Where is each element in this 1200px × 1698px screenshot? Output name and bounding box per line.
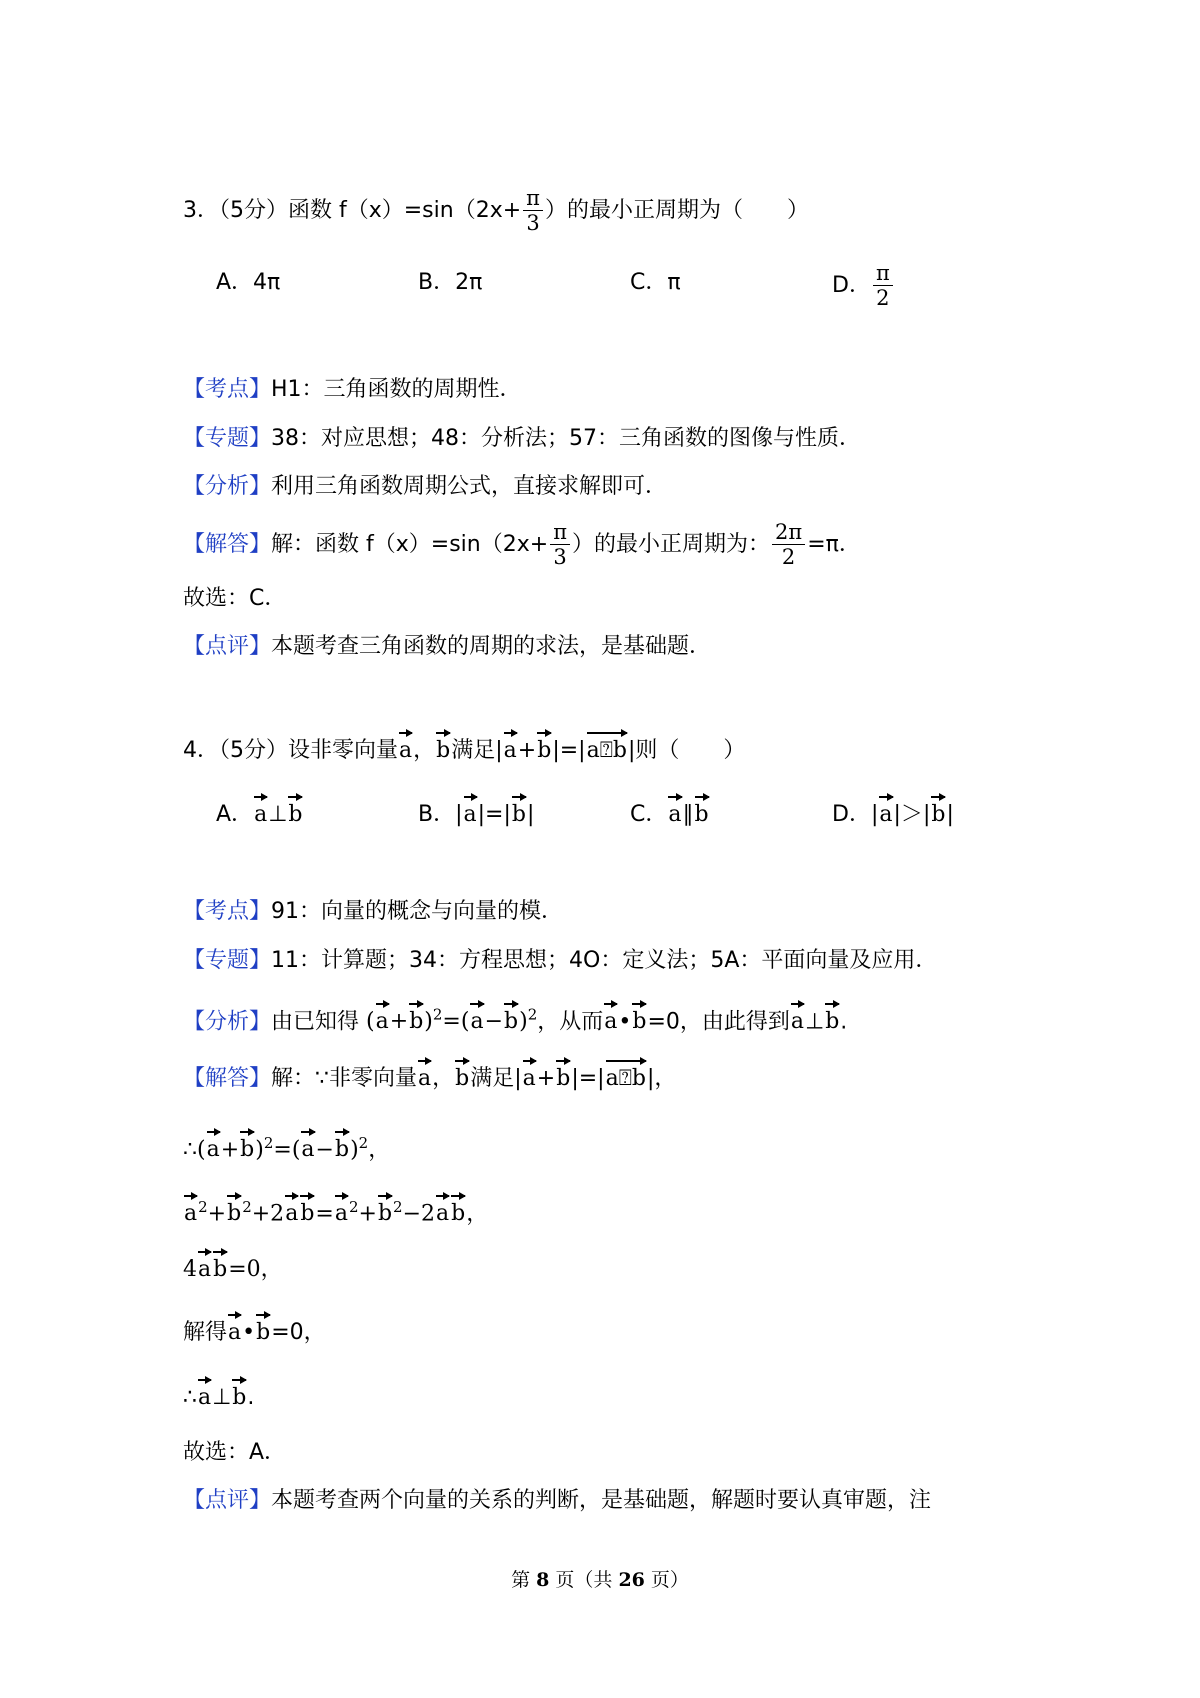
- q3-dianping: 【点评】本题考查三角函数的周期的求法，是基础题．: [183, 634, 712, 659]
- q4-option-d: D．|a|＞|b|: [832, 800, 954, 830]
- vector-b: b: [511, 800, 527, 830]
- kaodian-tag: 【考点】: [183, 899, 272, 924]
- q4-zhuanti: 【专题】11：计算题；34：方程思想；4O：定义法；5A：平面向量及应用．: [183, 948, 938, 973]
- vector-b: b: [536, 736, 552, 766]
- jieda-tag: 【解答】: [183, 1066, 272, 1091]
- q3-zhuanti: 【专题】38：对应思想；48：分析法；57：三角函数的图像与性质．: [183, 426, 861, 451]
- vector-a: a: [253, 800, 268, 830]
- vector-b: b: [930, 800, 946, 830]
- page-footer: 第 8 页（共 26 页）: [511, 1569, 689, 1591]
- vector-a: a: [878, 800, 893, 830]
- q3-kaodian: 【考点】H1：三角函数的周期性．: [183, 377, 522, 402]
- vector-a: a: [463, 800, 478, 830]
- fenxi-tag: 【分析】: [183, 1009, 272, 1035]
- q3-option-b: B．2π: [418, 270, 483, 295]
- vector-b: b: [435, 736, 451, 766]
- q4-option-a: A．a⊥b: [216, 800, 303, 830]
- q3-jieda: 【解答】解：函数 f（x）=sin（2x+ $\frac{\pi}{3}$ ）的最小正周期为： $\frac{2\pi}{2}$ =π．: [183, 520, 861, 569]
- vector-ab-garbled: a⍰b: [586, 736, 628, 766]
- q4-step-3: 4ab=0，: [183, 1255, 283, 1285]
- q4-step-2: $a^2+b^2+2ab=a^2+b^2-2ab$，: [183, 1192, 488, 1229]
- q4-jieda: 【解答】解：∵非零向量a，b满足|a+b|=|a⍰b|，: [183, 1064, 676, 1094]
- page-number: 8: [536, 1569, 550, 1591]
- dianping-tag: 【点评】: [183, 634, 272, 659]
- q3-option-d: D． $\frac{\pi}{2}$: [832, 263, 895, 309]
- vector-a: a: [503, 736, 518, 766]
- q4-answer: 故选：A．: [183, 1440, 287, 1465]
- two-pi-over-2-fraction: $\frac{2\pi}{2}$: [772, 522, 805, 568]
- q4-fenxi: 【分析】由已知得 $(a+b)^2=(a-b)^2$，从而a•b=0，由此得到a⊥b.: [183, 1000, 847, 1037]
- q4-option-b: B．|a|=|b|: [418, 800, 534, 830]
- total-pages: 26: [618, 1569, 645, 1591]
- equation-sum-sq-eq-diff-sq: $(a+b)^2=(a-b)^2$: [366, 1009, 537, 1034]
- vector-b: b: [694, 800, 710, 830]
- q4-step-1: $\therefore(a+b)^2=(a-b)^2$，: [183, 1128, 390, 1165]
- q3-stem-text-end: ）的最小正周期为（ ）: [544, 198, 809, 223]
- jieda-tag: 【解答】: [183, 532, 272, 557]
- q3-answer: 故选：C．: [183, 586, 287, 611]
- q3-stem-text: 3．（5分）函数 f（x）=sin（2x+: [183, 198, 522, 223]
- q4-option-c: C．a∥b: [630, 800, 710, 830]
- zhuanti-tag: 【专题】: [183, 426, 272, 451]
- fenxi-tag: 【分析】: [183, 474, 272, 499]
- pi-over-3-fraction: $\frac{\pi}{3}$: [550, 522, 570, 568]
- vector-a: a: [667, 800, 682, 830]
- pi-over-3-fraction: $\frac{\pi}{3}$: [523, 188, 543, 234]
- vector-b: b: [287, 800, 303, 830]
- q3-fenxi: 【分析】利用三角函数周期公式，直接求解即可．: [183, 474, 668, 499]
- q4-stem: 4．（5分）设非零向量a，b满足|a+b|=|a⍰b|则（ ）: [183, 736, 745, 766]
- q4-kaodian: 【考点】91：向量的概念与向量的模．: [183, 899, 564, 924]
- q4-step-4: 解得a•b=0，: [183, 1318, 326, 1348]
- vector-a: a: [398, 736, 413, 766]
- q4-dianping: 【点评】本题考查两个向量的关系的判断，是基础题，解题时要认真审题，注: [183, 1488, 932, 1513]
- kaodian-tag: 【考点】: [183, 377, 272, 402]
- pi-over-2-fraction: $\frac{\pi}{2}$: [873, 263, 893, 309]
- q4-step-5: ∴a⊥b.: [183, 1383, 254, 1413]
- q3-stem: [183, 188, 809, 234]
- q3-option-a: A．4π: [216, 270, 281, 295]
- dianping-tag: 【点评】: [183, 1488, 272, 1513]
- zhuanti-tag: 【专题】: [183, 948, 272, 973]
- q3-option-c: C．π: [630, 270, 681, 295]
